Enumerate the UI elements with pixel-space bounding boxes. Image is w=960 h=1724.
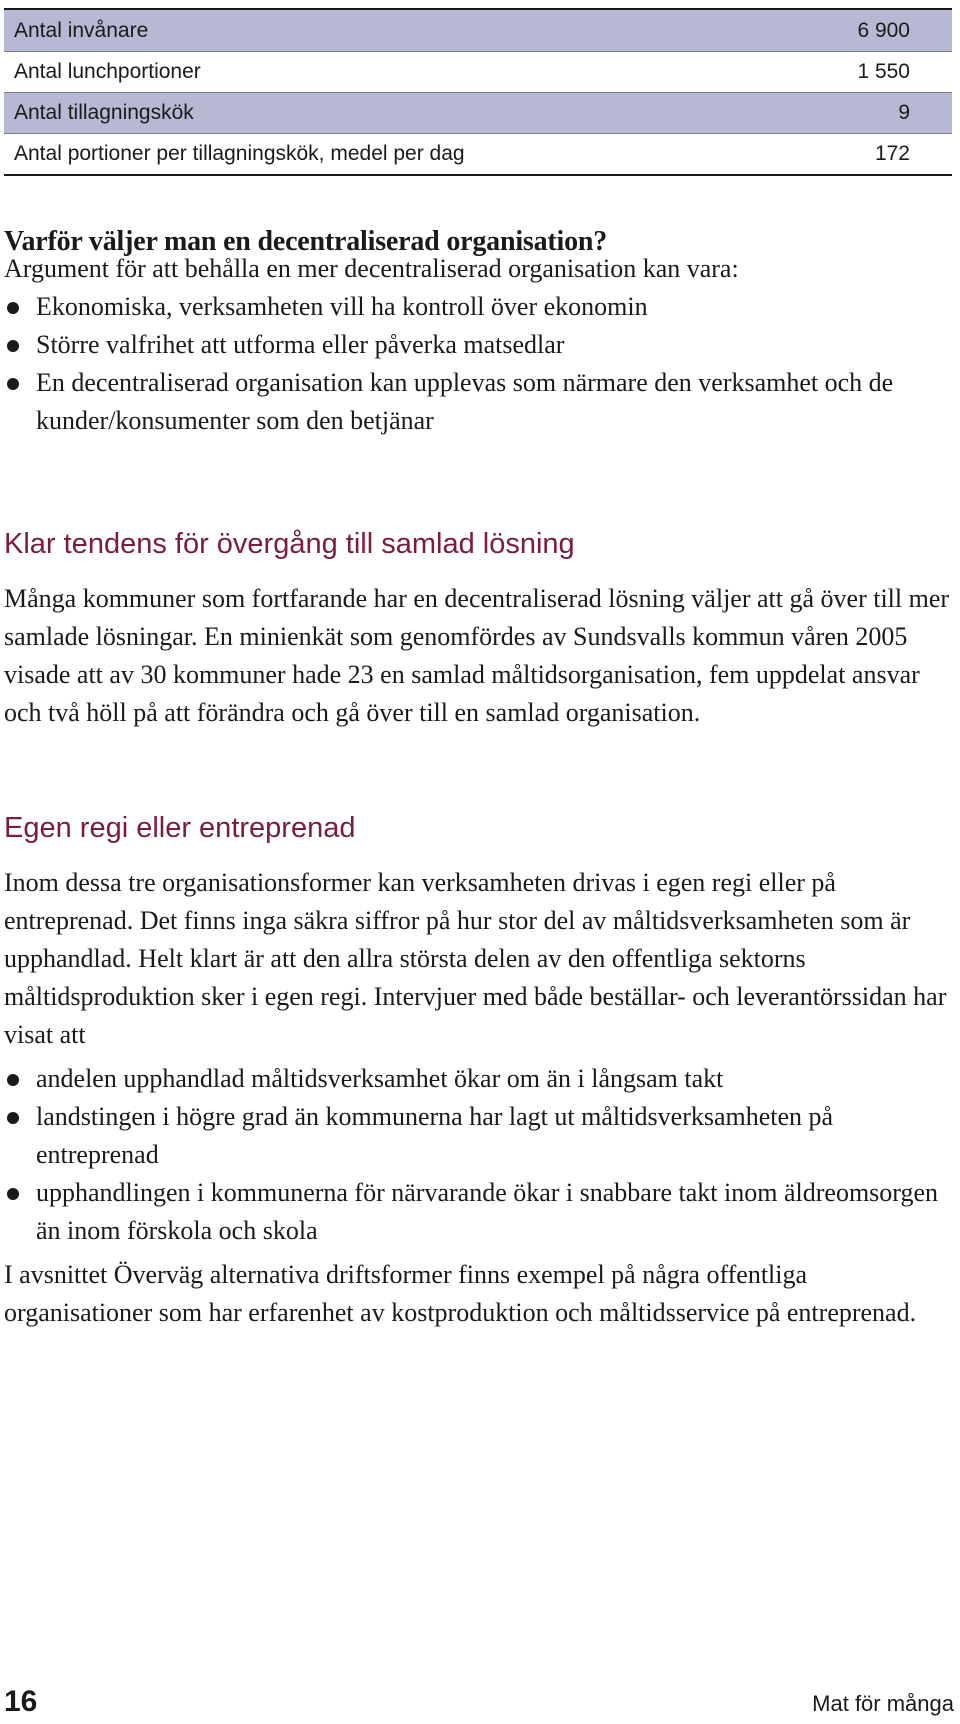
list-item: Ekonomiska, verksamheten vill ha kontroll över ekonomin <box>4 288 954 326</box>
list-item: landstingen i högre grad än kommunerna har lagt ut måltidsverksamheten på entreprenad <box>4 1098 954 1174</box>
list-item: En decentraliserad organisation kan upplevas som närmare den verksamhet och de kunder/konsumenter som den betjänar <box>4 364 954 440</box>
stats-label: Antal invånare <box>14 18 149 42</box>
stats-label: Antal portioner per tillagningskök, medel per dag <box>14 142 465 165</box>
page-footer <box>4 1685 954 1719</box>
stats-value: 6 900 <box>857 18 910 42</box>
publication-title: Mat för många <box>812 1691 954 1716</box>
stats-label: Antal lunchportioner <box>14 60 201 83</box>
stats-value: 1 550 <box>857 60 910 83</box>
regi-heading: Egen regi eller entreprenad <box>4 812 356 844</box>
stats-row <box>4 92 952 133</box>
page-number: 16 <box>4 1685 38 1718</box>
stats-row <box>4 51 952 92</box>
trend-heading: Klar tendens för övergång till samlad lösning <box>4 528 575 560</box>
trend-paragraph: Många kommuner som fortfarande har en decentraliserad lösning väljer att gå över till mer samlade lösningar. En minienkät som genomfördes av Sundsvalls kommun våren 2005 visade att av 30 kommuner hade 23 en samlad måltidsorganisation, fem uppdelat ansvar och två höll på att förändra och gå över till en samlad organisation. <box>4 584 950 727</box>
stats-row <box>4 133 952 174</box>
regi-section <box>4 864 954 1332</box>
decentral-section <box>4 250 954 440</box>
trend-section <box>4 580 954 732</box>
stats-row <box>4 10 952 51</box>
stats-table <box>4 8 952 176</box>
stats-label: Antal tillagningskök <box>14 101 194 124</box>
stats-value: 9 <box>898 101 910 124</box>
list-item: Större valfrihet att utforma eller påverka matsedlar <box>4 326 954 364</box>
regi-closing: I avsnittet Överväg alternativa driftsformer finns exempel på några offentliga organisationer som har erfarenhet av kostproduktion och måltidsservice på entreprenad. <box>4 1260 917 1327</box>
decentral-bullet-list <box>4 288 954 440</box>
list-item: andelen upphandlad måltidsverksamhet ökar om än i långsam takt <box>4 1060 954 1098</box>
regi-bullet-list <box>4 1060 954 1250</box>
list-item: upphandlingen i kommunerna för närvarande ökar i snabbare takt inom äldreomsorgen än inom förskola och skola <box>4 1174 954 1250</box>
decentral-intro: Argument för att behålla en mer decentraliserad organisation kan vara: <box>4 254 739 283</box>
regi-paragraph: Inom dessa tre organisationsformer kan verksamheten drivas i egen regi eller på entreprenad. Det finns inga säkra siffror på hur stor del av måltidsverksamheten som är upphandlad. Helt klart är att den allra största delen av den offentliga sektorns måltidsproduktion sker i egen regi. Intervjuer med både beställar- och leverantörssidan har visat att <box>4 868 947 1049</box>
stats-value: 172 <box>874 142 910 165</box>
decentral-heading: Varför väljer man en decentraliserad organisation? <box>4 226 608 257</box>
